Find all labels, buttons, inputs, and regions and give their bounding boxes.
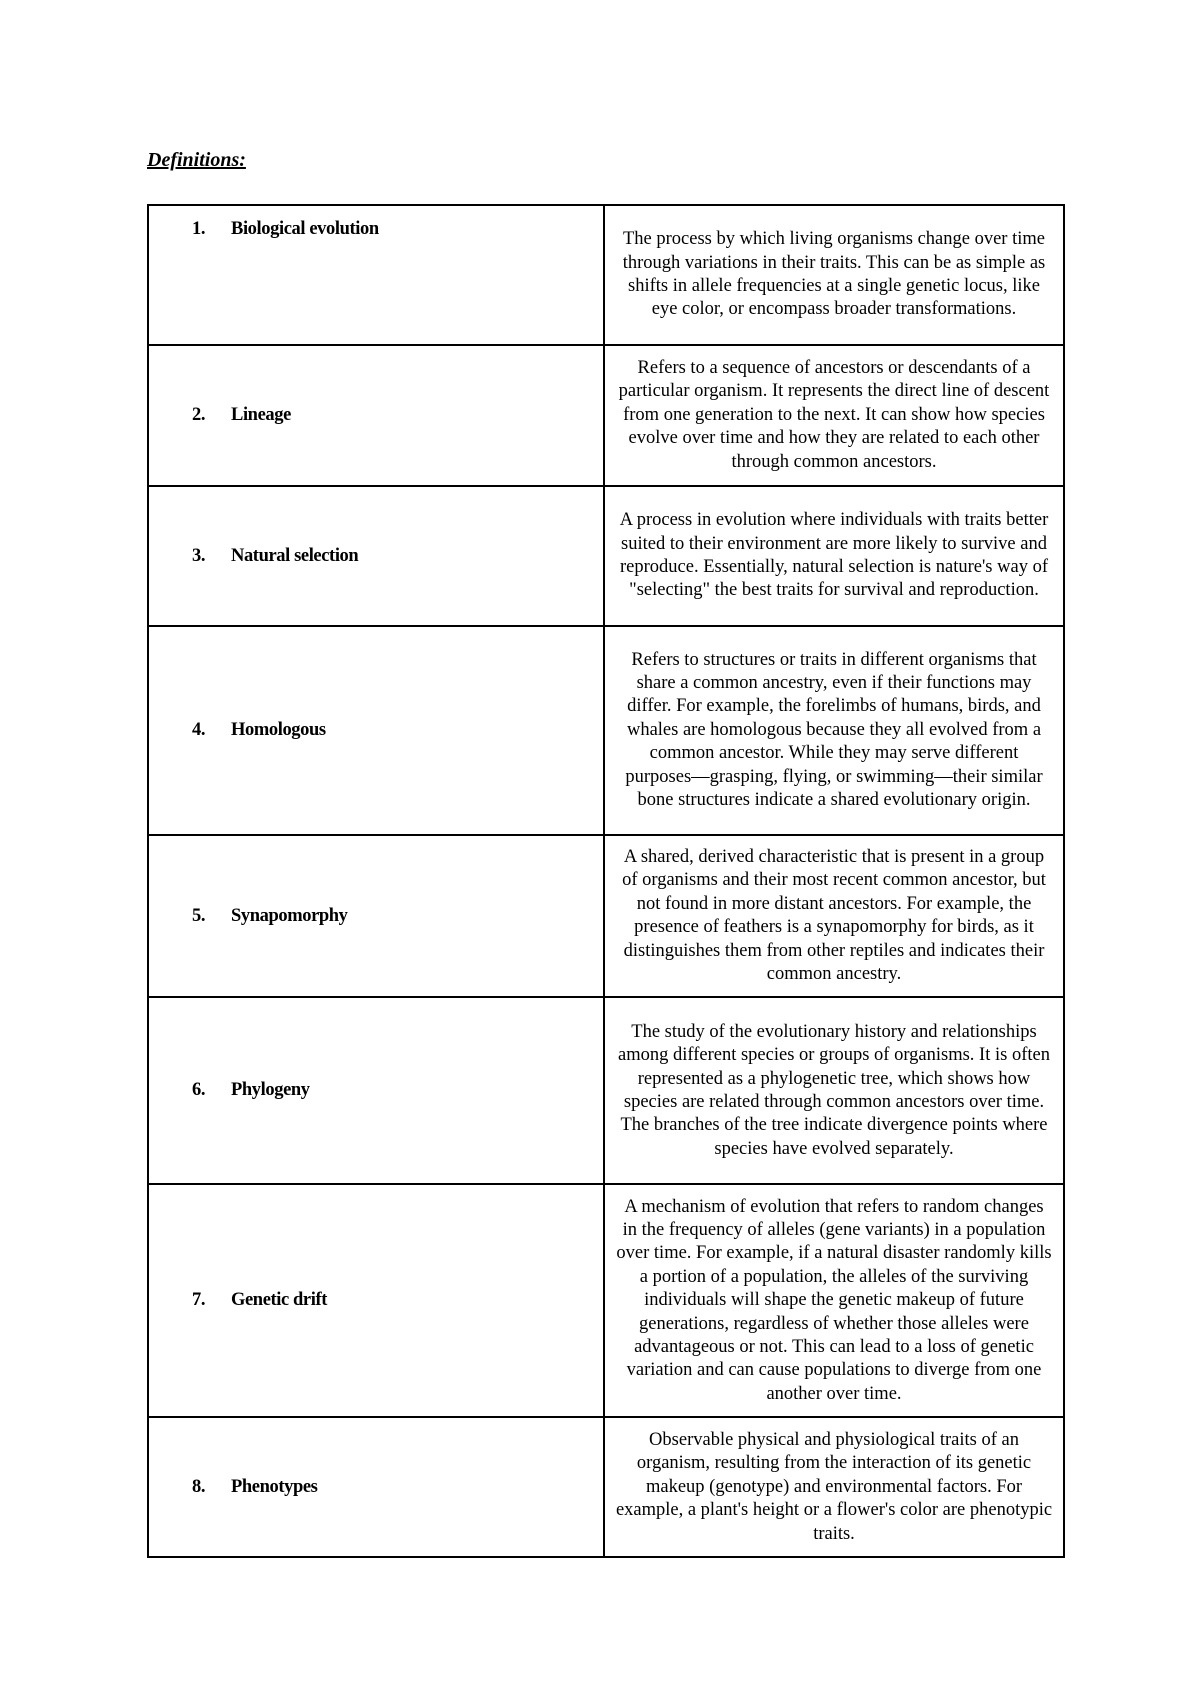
- definitions-heading: Definitions:: [147, 149, 246, 171]
- definition-text: The study of the evolutionary history and relationships among different species or groups of organisms. It is often represented as a phylogenetic tree, which shows how species are related through common ancestors over time. The branches of the tree indicate divergence points where species have evolved separately.: [604, 997, 1064, 1184]
- definition-text: Refers to a sequence of ancestors or descendants of a particular organism. It represents the direct line of descent from one generation to the next. It can show how species evolve over time and how they are related to each other through common ancestors.: [604, 345, 1064, 486]
- term-cell: [148, 997, 604, 1184]
- definition-text: The process by which living organisms change over time through variations in their traits. This can be as simple as shifts in allele frequencies at a single genetic locus, like eye color, or encompass broader transformations.: [604, 205, 1064, 345]
- definitions-table: [147, 204, 1065, 1558]
- term-number: 3.: [192, 545, 206, 566]
- definition-text: A shared, derived characteristic that is present in a group of organisms and their most recent common ancestor, but not found in more distant ancestors. For example, the presence of feathers is a synapomorphy for birds, as it distinguishes them from other reptiles and indicates their common ancestry.: [604, 835, 1064, 997]
- term-label: Homologous: [231, 720, 326, 740]
- term-label: Genetic drift: [231, 1290, 327, 1311]
- definition-row-homologous: [148, 626, 1064, 835]
- term-label: Natural selection: [231, 545, 359, 566]
- definition-text: Observable physical and physiological traits of an organism, resulting from the interaction of its genetic makeup (genotype) and environmental factors. For example, a plant's height or a flower's color are phenotypic traits.: [604, 1417, 1064, 1557]
- term-number: 5.: [192, 905, 206, 926]
- term-cell: [148, 626, 604, 835]
- definition-row-phylogeny: [148, 997, 1064, 1184]
- term-number: 4.: [192, 720, 206, 740]
- term-cell: [148, 1417, 604, 1557]
- term-cell: [148, 345, 604, 486]
- definition-row-biological-evolution: [148, 205, 1064, 345]
- term-number: 1.: [192, 219, 206, 239]
- term-number: 8.: [192, 1476, 206, 1497]
- term-label: Phenotypes: [231, 1476, 318, 1497]
- term-label: Phylogeny: [231, 1080, 310, 1101]
- definition-text: A process in evolution where individuals with traits better suited to their environment are more likely to survive and reproduce. Essentially, natural selection is nature's way of "selecting" the best traits for survival and reproduction.: [604, 486, 1064, 626]
- definition-row-phenotypes: [148, 1417, 1064, 1557]
- definition-row-natural-selection: [148, 486, 1064, 626]
- definition-text: Refers to structures or traits in different organisms that share a common ancestry, even if their functions may differ. For example, the forelimbs of humans, birds, and whales are homologous because they all evolved from a common ancestor. While they may serve different purposes—grasping, flying, or swimming—their similar bone structures indicate a shared evolutionary origin.: [604, 626, 1064, 835]
- term-label: Synapomorphy: [231, 905, 348, 926]
- term-number: 7.: [192, 1290, 206, 1311]
- term-cell: [148, 205, 604, 345]
- definition-row-synapomorphy: [148, 835, 1064, 997]
- term-cell: [148, 1184, 604, 1417]
- definition-row-lineage: [148, 345, 1064, 486]
- definition-text: A mechanism of evolution that refers to random changes in the frequency of alleles (gene variants) in a population over time. For example, if a natural disaster randomly kills a portion of a population, the alleles of the surviving individuals will shape the genetic makeup of future generations, regardless of whether those alleles were advantageous or not. This can lead to a loss of genetic variation and can cause populations to diverge from one another over time.: [604, 1184, 1064, 1417]
- term-cell: [148, 835, 604, 997]
- term-label: Lineage: [231, 405, 291, 425]
- term-cell: [148, 486, 604, 626]
- term-number: 6.: [192, 1080, 206, 1101]
- term-label: Biological evolution: [231, 219, 379, 239]
- definition-row-genetic-drift: [148, 1184, 1064, 1417]
- term-number: 2.: [192, 405, 206, 425]
